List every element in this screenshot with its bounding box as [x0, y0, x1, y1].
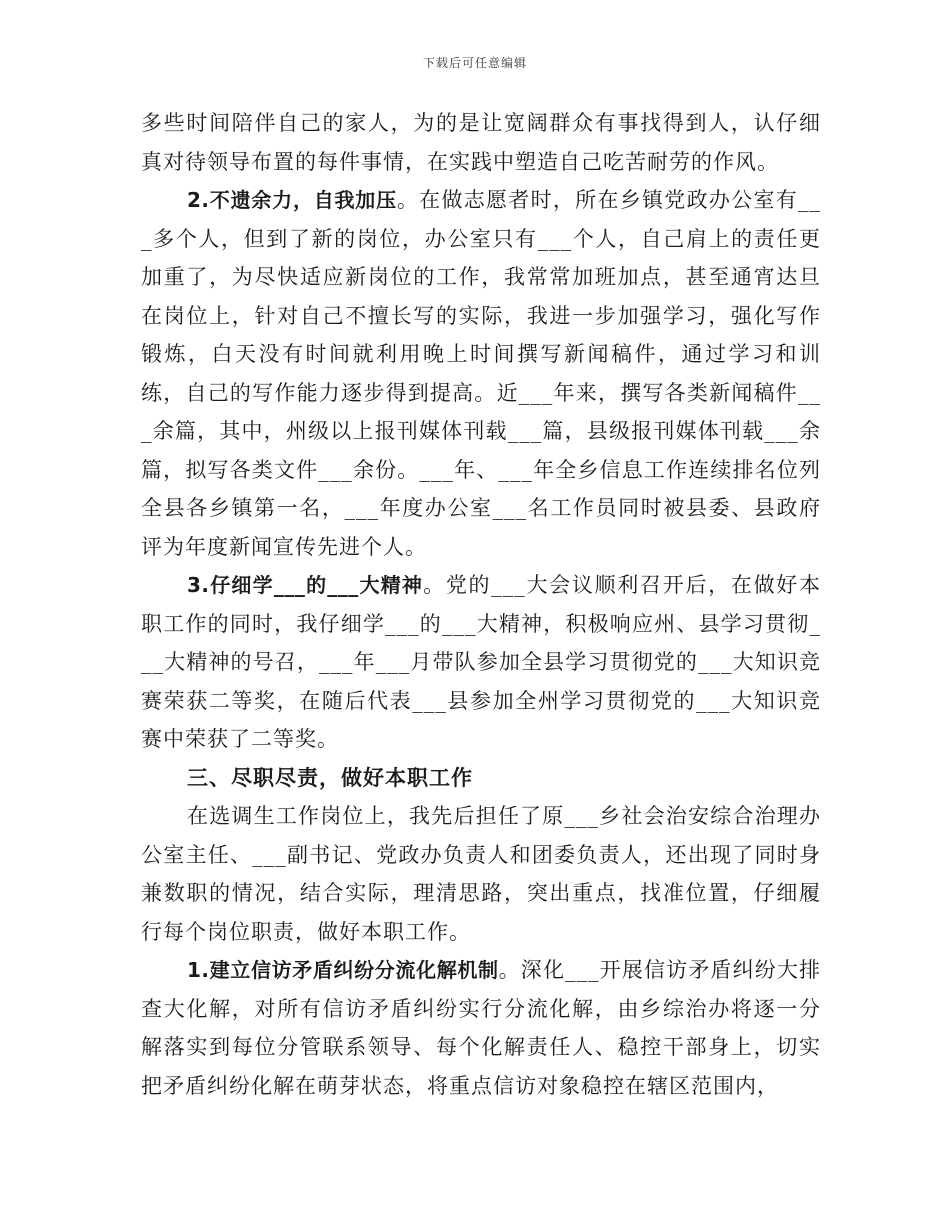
paragraph-continuation — [141, 104, 821, 181]
paragraph-text: 。党的___大会议顺利召开后，在做好本职工作的同时，我仔细学___的___大精神，积极响应州、县学习贯彻___大精神的号召，___年___月带队参加全县学习贯彻党的___大知识竞赛荣获二等奖，在随后代表___县参加全州学习贯彻党的___大知识竞赛中荣获了二等奖。 — [141, 573, 821, 751]
paragraph-point-3 — [141, 566, 821, 759]
paragraph-text: 在选调生工作岗位上，我先后担任了原___乡社会治安综合治理办公室主任、___副书记、党政办负责人和团委负责人，还出现了同时身兼数职的情况，结合实际，理清思路，突出重点，找准位置，仔细履行每个岗位职责，做好本职工作。 — [141, 804, 821, 944]
paragraph-lead: 1.建立信访矛盾纠纷分流化解机制 — [187, 958, 499, 982]
paragraph-text: 多些时间陪伴自己的家人，为的是让宽阔群众有事找得到人，认仔细真对待领导布置的每件事情，在实践中塑造自己吃苦耐劳的作风。 — [141, 111, 821, 174]
section-heading: 三、尽职尽责，做好本职工作 — [187, 765, 473, 790]
page-header-note: 下载后可任意编辑 — [422, 56, 527, 70]
paragraph-text: 。深化___开展信访矛盾纠纷大排查大化解，对所有信访矛盾纠纷实行分流化解，由乡综治办将逐一分解落实到每位分管联系领导、每个化解责任人、稳控干部身上，切实把矛盾纠纷化解在萌芽状态，将重点信访对象稳控在辖区范围内， — [141, 958, 822, 1098]
paragraph-point-2 — [141, 181, 821, 566]
paragraph-section-intro — [141, 797, 821, 951]
paragraph-text: 。在做志愿者时，所在乡镇党政办公室有___多个人，但到了新的岗位，办公室只有___个人，自己肩上的责任更加重了，为尽快适应新岗位的工作，我常常加班加点，甚至通宵达旦在岗位上，针对自己不擅长写的实际，我进一步加强学习，强化写作锻炼，白天没有时间就利用晚上时间撰写新闻稿件，通过学习和训练，自己的写作能力逐步得到提高。近___年来，撰写各类新闻稿件___余篇，其中，州级以上报刊媒体刊载___篇，县级报刊媒体刊载___余篇，拟写各类文件___余份。___年、___年全乡信息工作连续排名位列全县各乡镇第一名，___年度办公室___名工作员同时被县委、县政府评为年度新闻宣传先进个人。 — [141, 188, 822, 559]
paragraph-lead: 3.仔细学___的___大精神 — [187, 573, 424, 597]
paragraph-section-point-1 — [141, 951, 821, 1105]
paragraph-lead: 2.不遗余力，自我加压 — [187, 188, 397, 212]
document-body — [141, 104, 821, 1105]
